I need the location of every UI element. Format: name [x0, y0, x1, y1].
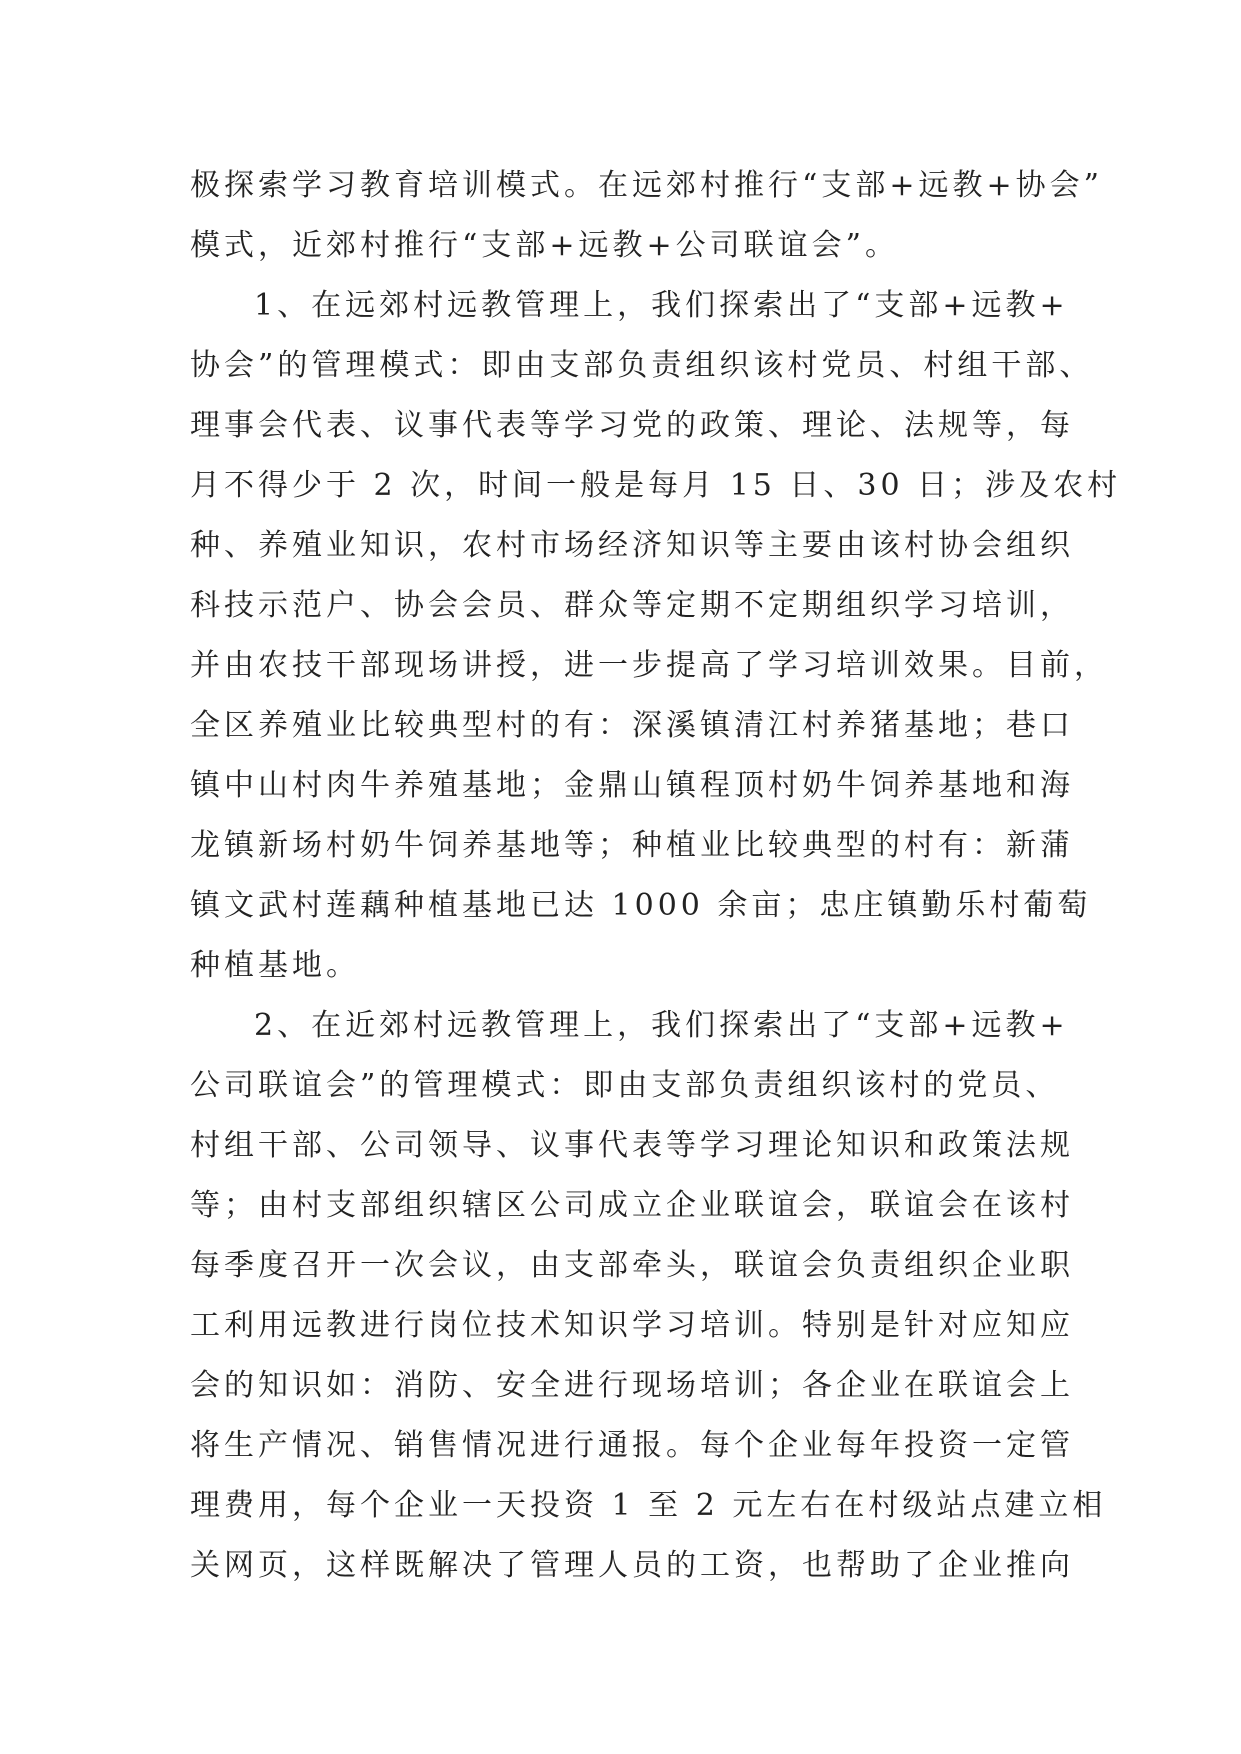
- paragraph-2-start: 2、在近郊村远教管理上，我们探索出了“支部+远教+: [254, 1008, 1069, 1043]
- text-line: 种、养殖业知识，农村市场经济知识等主要由该村协会组织: [190, 528, 1074, 563]
- text-line: 龙镇新场村奶牛饲养基地等；种植业比较典型的村有：新蒲: [190, 828, 1074, 863]
- text-line: 并由农技干部现场讲授，进一步提高了学习培训效果。目前，: [190, 648, 1108, 683]
- text-line: 模式，近郊村推行“支部+远教+公司联谊会”。: [190, 228, 899, 263]
- text-line: 每季度召开一次会议，由支部牵头，联谊会负责组织企业职: [190, 1248, 1074, 1283]
- paragraph-1-start: 1、在远郊村远教管理上，我们探索出了“支部+远教+: [254, 288, 1069, 323]
- text-line: 会的知识如：消防、安全进行现场培训；各企业在联谊会上: [190, 1368, 1074, 1403]
- text-line: 月不得少于 2 次，时间一般是每月 15 日、30 日；涉及农村: [190, 468, 1122, 503]
- text-line: 协会”的管理模式：即由支部负责组织该村党员、村组干部、: [190, 348, 1094, 383]
- text-line: 关网页，这样既解决了管理人员的工资，也帮助了企业推向: [190, 1548, 1074, 1583]
- text-line: 全区养殖业比较典型村的有：深溪镇清江村养猪基地；巷口: [190, 708, 1074, 743]
- text-line: 村组干部、公司领导、议事代表等学习理论知识和政策法规: [190, 1128, 1074, 1163]
- body-text: [190, 156, 1122, 1596]
- text-line: 理事会代表、议事代表等学习党的政策、理论、法规等，每: [190, 408, 1074, 443]
- text-line: 公司联谊会”的管理模式：即由支部负责组织该村的党员、: [190, 1068, 1060, 1103]
- text-line: 镇中山村肉牛养殖基地；金鼎山镇程顶村奶牛饲养基地和海: [190, 768, 1074, 803]
- text-line: 工利用远教进行岗位技术知识学习培训。特别是针对应知应: [190, 1308, 1074, 1343]
- text-line: 等；由村支部组织辖区公司成立企业联谊会，联谊会在该村: [190, 1188, 1074, 1223]
- text-line: 镇文武村莲藕种植基地已达 1000 余亩；忠庄镇勤乐村葡萄: [190, 888, 1092, 923]
- text-line: 科技示范户、协会会员、群众等定期不定期组织学习培训，: [190, 588, 1074, 623]
- text-line: 理费用，每个企业一天投资 1 至 2 元左右在村级站点建立相: [190, 1488, 1107, 1523]
- text-line: 将生产情况、销售情况进行通报。每个企业每年投资一定管: [190, 1428, 1074, 1463]
- text-line: 种植基地。: [190, 948, 360, 983]
- text-line: 极探索学习教育培训模式。在远郊村推行“支部+远教+协会”: [190, 168, 1103, 203]
